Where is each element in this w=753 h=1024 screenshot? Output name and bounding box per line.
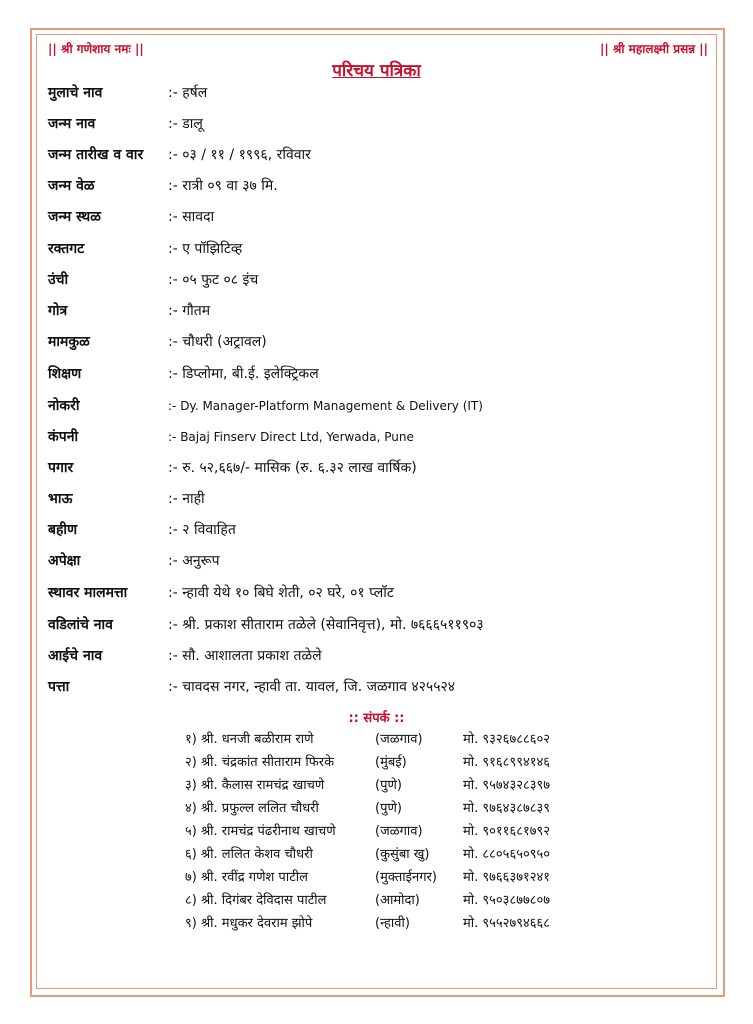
field-value: :- न्हावी येथे १० बिघे शेती, ०२ घरे, ०१ प्लॉट [168,585,394,601]
field-label: बहीण [48,522,78,538]
contact-phone: मो. ९५०३८७७८०७ [463,893,551,908]
field-value: :- गौतम [168,303,211,319]
field-label: उंची [48,272,69,288]
contact-name: २) श्री. चंद्रकांत सीताराम फिरके [185,755,335,770]
contact-phone: मो. ९५७४३२८३९७ [463,778,551,793]
invocation-left: || श्री गणेशाय नमः || [48,42,144,56]
field-label: नोकरी [48,398,80,414]
field-label: अपेक्षा [48,553,81,569]
field-value: :- चावदस नगर, न्हावी ता. यावल, जि. जळगाव ४२५५२४ [168,679,456,695]
contact-place: (मुक्ताईनगर) [375,870,437,885]
field-label: जन्म तारीख व वार [48,147,144,163]
field-label: शिक्षण [48,366,82,382]
field-label: कंपनी [48,429,79,445]
contact-place: (न्हावी) [375,916,410,931]
contact-place: (जळगाव) [375,732,423,747]
contact-name: ३) श्री. कैलास रामचंद्र खाचणे [185,778,325,793]
field-value: :- डालू [168,116,203,132]
field-value: :- २ विवाहित [168,522,236,538]
field-value: :- सावदा [168,209,215,225]
field-label: जन्म नाव [48,116,96,132]
contact-place: (जळगाव) [375,824,423,839]
field-label: जन्म वेळ [48,178,95,194]
contact-name: ८) श्री. दिगंबर देविदास पाटील [185,893,327,908]
contact-name: ९) श्री. मधुकर देवराम झोपे [185,916,313,931]
field-value: :- रु. ५२,६६७/- मासिक (रु. ६.३२ लाख वार्षिक) [168,460,417,476]
field-label: पत्ता [48,679,70,695]
contact-name: ५) श्री. रामचंद्र पंढरीनाथ खाचणे [185,824,336,839]
field-label: आईचे नाव [48,648,103,664]
field-label: पगार [48,460,74,476]
contact-place: (कुसुंबा खु) [375,847,430,862]
field-label: वडिलांचे नाव [48,617,113,633]
contact-phone: मो. ९७६४३८७८३९ [463,801,551,816]
field-value: :- श्री. प्रकाश सीताराम तळेले (सेवानिवृत्त), मो. ७६६६५११९०३ [168,617,484,633]
field-label: मामकुळ [48,334,90,350]
field-value: :- ए पॉझिटिव्ह [168,241,243,257]
page-title: परिचय पत्रिका [332,61,421,81]
contact-name: ६) श्री. ललित केशव चौधरी [185,847,313,862]
contact-place: (मुंबई) [375,755,407,770]
field-value: :- Bajaj Finserv Direct Ltd, Yerwada, Pune [168,430,414,444]
field-label: भाऊ [48,491,73,507]
contact-phone: मो. ९३२६७८८६०२ [463,732,551,747]
field-value: :- नाही [168,491,205,507]
field-value: :- Dy. Manager-Platform Management & Delivery (IT) [168,399,483,413]
field-value: :- ०५ फुट ०८ इंच [168,272,259,288]
contacts-title: :: संपर्क :: [348,711,405,726]
contact-phone: मो. ९७६६३७१२४१ [463,870,551,885]
field-value: :- सौ. आशालता प्रकाश तळेले [168,648,322,664]
field-value: :- ०३ / ११ / १९९६, रविवार [168,147,311,163]
contact-name: १) श्री. धनजी बळीराम राणे [185,732,314,747]
contact-place: (पुणे) [375,801,402,816]
field-value: :- हर्षल [168,85,208,101]
field-label: स्थावर मालमत्ता [48,585,128,601]
contact-name: ४) श्री. प्रफुल्ल ललित चौधरी [185,801,319,816]
field-value: :- रात्री ०९ वा ३७ मि. [168,178,278,194]
field-value: :- अनुरूप [168,553,220,569]
field-value: :- चौधरी (अट्रावल) [168,334,267,350]
field-label: गोत्र [48,303,68,319]
contact-phone: मो. ९५५२७९४६६८ [463,916,551,931]
contact-phone: मो. ८८०५६५०९५० [463,847,551,862]
field-label: रक्तगट [48,241,85,257]
invocation-right: || श्री महालक्ष्मी प्रसन्न || [599,42,708,56]
contact-place: (आमोदा) [375,893,420,908]
field-label: मुलाचे नाव [48,85,103,101]
contact-name: ७) श्री. रवींद्र गणेश पाटील [185,870,308,885]
contact-phone: मो. ९०११६८१७९२ [463,824,551,839]
field-label: जन्म स्थळ [48,209,101,225]
contact-phone: मो. ९१६८९९४१४६ [463,755,551,770]
field-value: :- डिप्लोमा, बी.ई. इलेक्ट्रिकल [168,366,319,382]
contact-place: (पुणे) [375,778,402,793]
